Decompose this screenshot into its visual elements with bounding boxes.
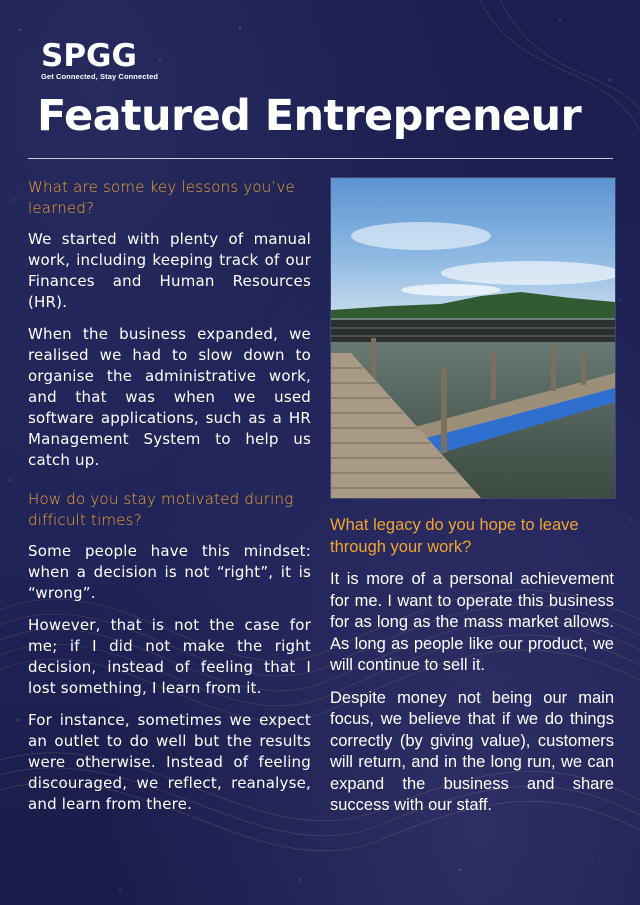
answer-paragraph: We started with plenty of manual work, including keeping track of our Finances and Human Resources (HR). bbox=[28, 230, 311, 311]
section-motivation bbox=[28, 489, 311, 815]
answer-paragraph: When the business expanded, we realised we had to slow down to organise the administrative work, and that was when we used software applications, such as a HR Management System to help us catch up. bbox=[28, 325, 311, 469]
answer-paragraph: It is more of a personal achievement for me. I want to operate this business for as long as the mass market allows. As long as people like our product, we will continue to sell it. bbox=[330, 570, 614, 674]
page-title: Featured Entrepreneur bbox=[37, 91, 582, 141]
answer-paragraph: However, that is not the case for me; if I did not make the right decision, instead of feeling that I lost something, I learn from it. bbox=[28, 616, 311, 697]
section-legacy bbox=[330, 514, 614, 817]
title-divider bbox=[28, 158, 613, 159]
left-column bbox=[28, 177, 311, 826]
logo-tagline: Get Connected, Stay Connected bbox=[41, 72, 159, 81]
answer-paragraph: Some people have this mindset: when a decision is not “right”, it is “wrong”. bbox=[28, 542, 311, 602]
answer-paragraph: For instance, sometimes we expect an outlet to do well but the results were otherwise. Instead of feeling discouraged, we reflect, reanalyse, and learn from there. bbox=[28, 711, 311, 813]
photo-illustration bbox=[331, 178, 615, 498]
question-heading: How do you stay motivated during difficult times? bbox=[28, 490, 294, 529]
right-column bbox=[330, 514, 614, 828]
logo-wordmark: SPGG bbox=[41, 38, 137, 74]
question-heading: What are some key lessons you’ve learned? bbox=[28, 178, 295, 217]
answer-paragraph: Despite money not being our main focus, we believe that if we do things correctly (by giving value), customers will return, and in the long run, we can expand the business and share success with our staff. bbox=[330, 688, 614, 814]
section-key-lessons bbox=[28, 177, 311, 471]
question-heading: What legacy do you hope to leave through your work? bbox=[330, 516, 579, 556]
spgg-logo bbox=[41, 40, 158, 81]
fish-farm-photo bbox=[330, 177, 616, 499]
